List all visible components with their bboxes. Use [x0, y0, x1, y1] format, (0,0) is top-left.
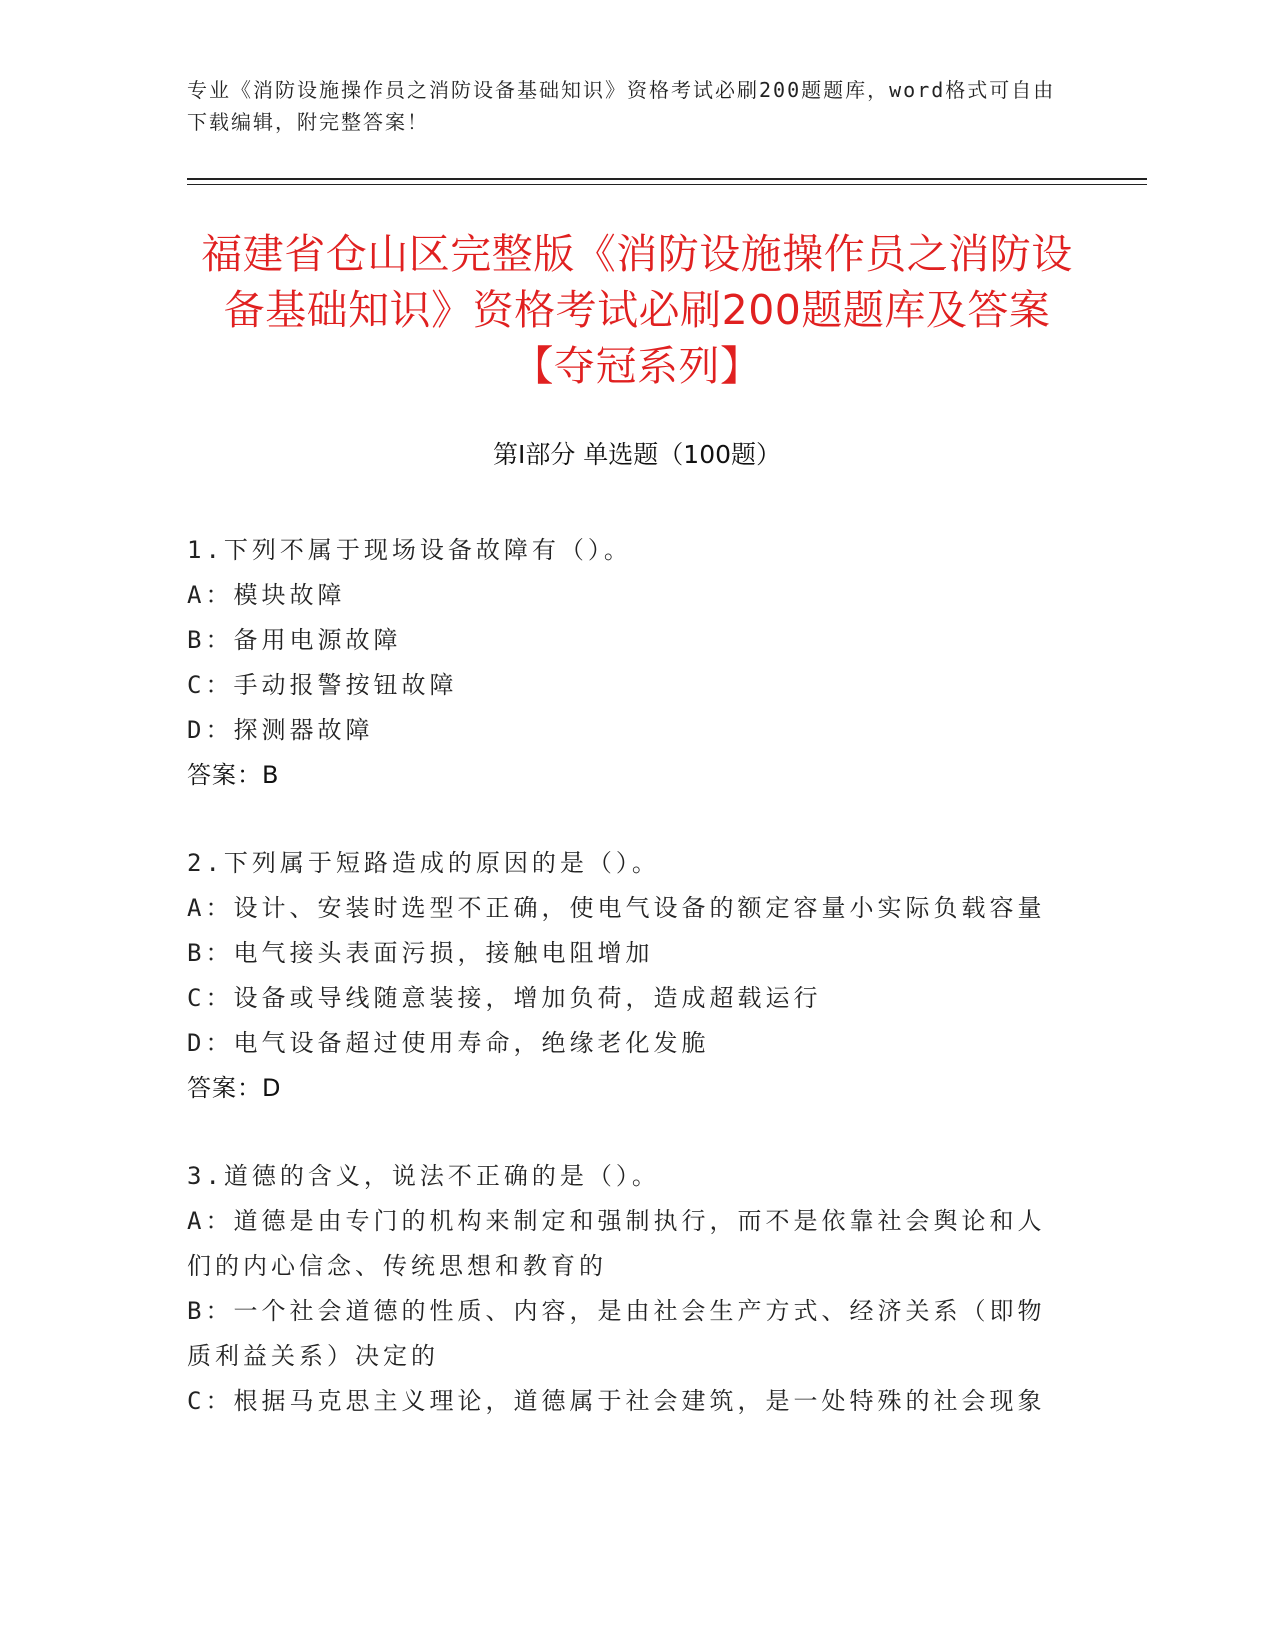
option-c: C：设备或导线随意装接，增加负荷，造成超载运行: [187, 984, 822, 1012]
header-note: 专业《消防设施操作员之消防设备基础知识》资格考试必刷200题题库，word格式可自由下载编辑，附完整答案！: [187, 78, 1056, 134]
answer: 答案：D: [187, 1074, 282, 1102]
option-a: A：模块故障: [187, 581, 346, 609]
question-stem: 2.下列属于短路造成的原因的是（）。: [187, 849, 660, 877]
option-c: C：根据马克思主义理论，道德属于社会建筑，是一处特殊的社会现象: [187, 1387, 1046, 1415]
option-b: B：电气接头表面污损，接触电阻增加: [187, 939, 654, 967]
option-a: A：设计、安装时选型不正确，使电气设备的额定容量小实际负载容量: [187, 894, 1046, 922]
header-rule-thick: [187, 178, 1147, 180]
question-stem: 1.下列不属于现场设备故障有（）。: [187, 536, 632, 564]
option-a: A：道德是由专门的机构来制定和强制执行，而不是依靠社会舆论和人们的内心信念、传统思想和教育的: [187, 1207, 1046, 1280]
question-2: [187, 841, 1067, 1111]
option-d: D：电气设备超过使用寿命，绝缘老化发脆: [187, 1029, 710, 1057]
question-stem: 3.道德的含义，说法不正确的是（）。: [187, 1162, 660, 1190]
question-1: [187, 528, 1067, 798]
option-c: C：手动报警按钮故障: [187, 671, 458, 699]
answer: 答案：B: [187, 761, 280, 789]
option-d: D：探测器故障: [187, 716, 374, 744]
option-b: B：一个社会道德的性质、内容，是由社会生产方式、经济关系（即物质利益关系）决定的: [187, 1297, 1046, 1370]
option-b: B：备用电源故障: [187, 626, 402, 654]
section-heading: 第Ⅰ部分 单选题（100题）: [492, 440, 782, 469]
question-list: [187, 528, 1067, 1467]
header-rule-thin: [187, 184, 1147, 185]
question-3: [187, 1154, 1067, 1424]
document-title: 福建省仓山区完整版《消防设施操作员之消防设备基础知识》资格考试必刷200题题库及答案【夺冠系列】: [201, 230, 1073, 390]
